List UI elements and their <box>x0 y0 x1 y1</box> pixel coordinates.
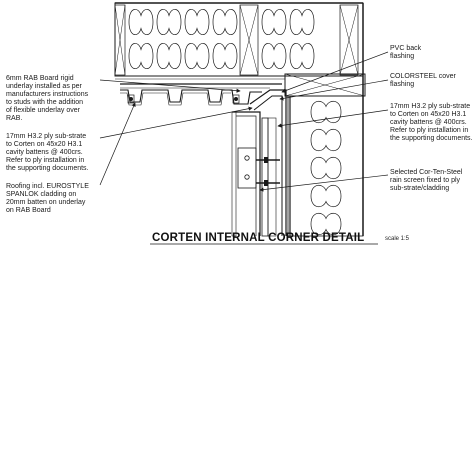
insulation-wall <box>311 101 341 234</box>
wall-cladding <box>232 90 286 236</box>
wall-studs <box>288 96 363 236</box>
insulation-loop <box>129 9 153 34</box>
colorsteel-flashing-note: COLORSTEEL cover flashing <box>390 73 456 88</box>
insulation-loop <box>157 43 181 68</box>
ply-substrate-note-right: 17mm H3.2 ply sub-strate to Corten on 45x20 H3.1 cavity battens @ 400crs. Refer to ply installation in the supporting documents. <box>390 103 473 142</box>
drawing-scale: scale 1:5 <box>385 236 410 242</box>
insulation-loop <box>185 43 209 68</box>
insulation-loop <box>129 43 153 68</box>
drawing-title: CORTEN INTERNAL CORNER DETAIL <box>152 232 365 244</box>
insulation-loop <box>290 43 314 68</box>
insulation-loop <box>213 43 237 68</box>
insulation-top <box>129 9 314 68</box>
insulation-loop <box>290 9 314 34</box>
insulation-loop <box>185 9 209 34</box>
leader-lines <box>100 52 388 190</box>
rafter-left <box>115 5 125 75</box>
rafter-middle <box>240 5 258 75</box>
corten-screen-note: Selected Cor-Ten-Steel rain screen fixed to ply sub-strate/cladding <box>390 169 463 192</box>
insulation-loop <box>311 129 341 150</box>
roofing-note: Roofing incl. EUROSTYLE SPANLOK cladding on 20mm batten on underlay on RAB Board <box>6 183 89 214</box>
insulation-loop <box>311 101 341 122</box>
insulation-loop <box>311 157 341 178</box>
pvc-flashing-note: PVC back flashing <box>390 45 422 60</box>
insulation-loop <box>262 9 286 34</box>
insulation-loop <box>262 43 286 68</box>
rab-board-note: 6mm RAB Board rigid underlay installed as per manufacturers instructions to studs with the addition of flexible underlay over RAB. <box>6 75 89 122</box>
roof-cladding <box>115 76 285 105</box>
insulation-loop <box>311 185 341 206</box>
insulation-loop <box>157 9 181 34</box>
insulation-loop <box>213 9 237 34</box>
ply-substrate-note-left: 17mm H3.2 ply sub-strate to Corten on 45x20 H3.1 cavity battens @ 400crs. Refer to ply installation in the supporting documents. <box>6 133 89 172</box>
